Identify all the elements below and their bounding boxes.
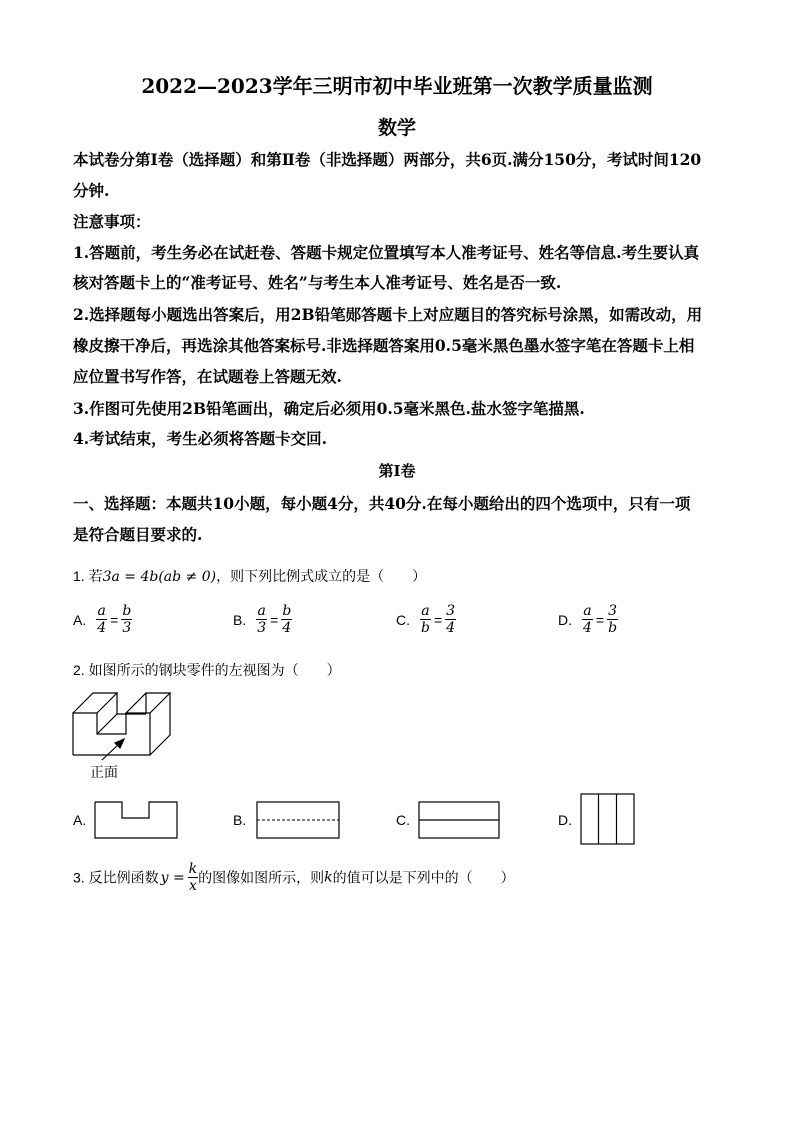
q3-variable: k — [324, 869, 333, 886]
q2-option-a-label[interactable]: A. — [73, 812, 87, 828]
q1-option-a[interactable]: A. $\frac{a}{4}$ = $\frac{b}{3}$ — [73, 603, 132, 636]
q3-prefix: 3. 反比例函数 — [73, 869, 159, 886]
fraction: $\frac{a}{b}$ — [421, 603, 430, 636]
notes-line: 3.作图可先使用2B铅笔画出，确定后必须用0.5毫米黑色.盐水签字笔描黑. — [73, 399, 585, 418]
q1-condition: 3a = 4b(ab ≠ 0) — [102, 569, 217, 585]
question-3 — [73, 861, 515, 894]
fraction: $\frac{3}{4}$ — [446, 603, 456, 636]
fraction: $\frac{a}{3}$ — [257, 603, 267, 636]
option-label: B. — [233, 611, 247, 628]
fraction: $\frac{b}{4}$ — [282, 603, 292, 636]
option-label: A. — [73, 611, 87, 628]
q3-function-fraction: $\frac{k}{x}$ — [188, 861, 198, 894]
notes-line: 4.考试结束，考生必须将答题卡交回. — [73, 429, 328, 448]
notes-line: 1.答题前，考生务必在试赶卷、答题卡规定位置填写本人准考证号、姓名等信息.考生要认真 — [73, 243, 700, 262]
fraction: $\frac{a}{4}$ — [583, 603, 592, 636]
notes-heading: 注意事项： — [73, 212, 151, 231]
steel-block-figure — [70, 688, 185, 758]
q2-option-d-label[interactable]: D. — [558, 812, 572, 828]
q2-option-c-figure[interactable] — [418, 801, 500, 839]
q2-option-a-figure[interactable] — [94, 801, 178, 839]
question-1 — [73, 566, 426, 586]
notes-line: 应位置书写作答，在试题卷上答题无效. — [73, 367, 342, 386]
section-instructions-line-2: 是符合题目要求的. — [73, 525, 203, 544]
q1-suffix: ，则下列比例式成立的是（ ） — [216, 568, 427, 584]
subject-title: 数学 — [377, 117, 416, 139]
q1-option-b[interactable]: B. $\frac{a}{3}$ = $\frac{b}{4}$ — [233, 603, 292, 636]
q3-suffix: 的值可以是下列中的（ ） — [332, 869, 515, 886]
option-label: D. — [558, 611, 572, 628]
notes-line: 2.选择题每小题选出答案后，用2B铅笔郧答题卡上对应题目的答究标号涂黑，如需改动，用 — [73, 305, 703, 324]
front-label: 正面 — [90, 764, 118, 780]
q3-middle: 的图像如图所示，则 — [198, 869, 325, 886]
q1-prefix: 1. 若 — [73, 568, 103, 584]
fraction: $\frac{3}{b}$ — [608, 603, 618, 636]
section-instructions-line-1: 一、选择题：本题共10小题，每小题4分，共40分.在每小题给出的四个选项中，只有一项 — [73, 494, 691, 513]
fraction: $\frac{b}{3}$ — [122, 603, 132, 636]
q2-option-c-label[interactable]: C. — [396, 812, 410, 828]
q2-option-d-figure[interactable] — [580, 793, 635, 845]
q1-option-c[interactable]: C. $\frac{a}{b}$ = $\frac{3}{4}$ — [396, 603, 456, 636]
intro-line-2: 分钟. — [73, 181, 110, 200]
part1-heading: 第Ⅰ卷 — [378, 462, 416, 480]
fraction: $\frac{a}{4}$ — [97, 603, 107, 636]
q2-option-b-label[interactable]: B. — [233, 812, 247, 828]
intro-line-1: 本试卷分第Ⅰ卷（选择题）和第Ⅱ卷（非选择题）两部分，共6页.满分150分，考试时间120 — [73, 150, 702, 169]
notes-line: 橡皮擦干净后，再选涂其他答案标号.非选择题答案用0.5毫米黑色墨水签字笔在答题卡上相 — [73, 336, 695, 355]
q2-option-b-figure[interactable] — [256, 801, 340, 839]
q3-function-lhs: y = — [160, 869, 185, 886]
question-2: 2. 如图所示的钢块零件的左视图为（ ） — [73, 662, 341, 678]
q1-option-d[interactable]: D. $\frac{a}{4}$ = $\frac{3}{b}$ — [558, 603, 618, 636]
notes-line: 核对答题卡上的“准考证号、姓名”与考生本人准考证号、姓名是否一致. — [73, 273, 562, 292]
page-title: 2022—2023学年三明市初中毕业班第一次教学质量监测 — [141, 74, 653, 98]
option-label: C. — [396, 611, 410, 628]
